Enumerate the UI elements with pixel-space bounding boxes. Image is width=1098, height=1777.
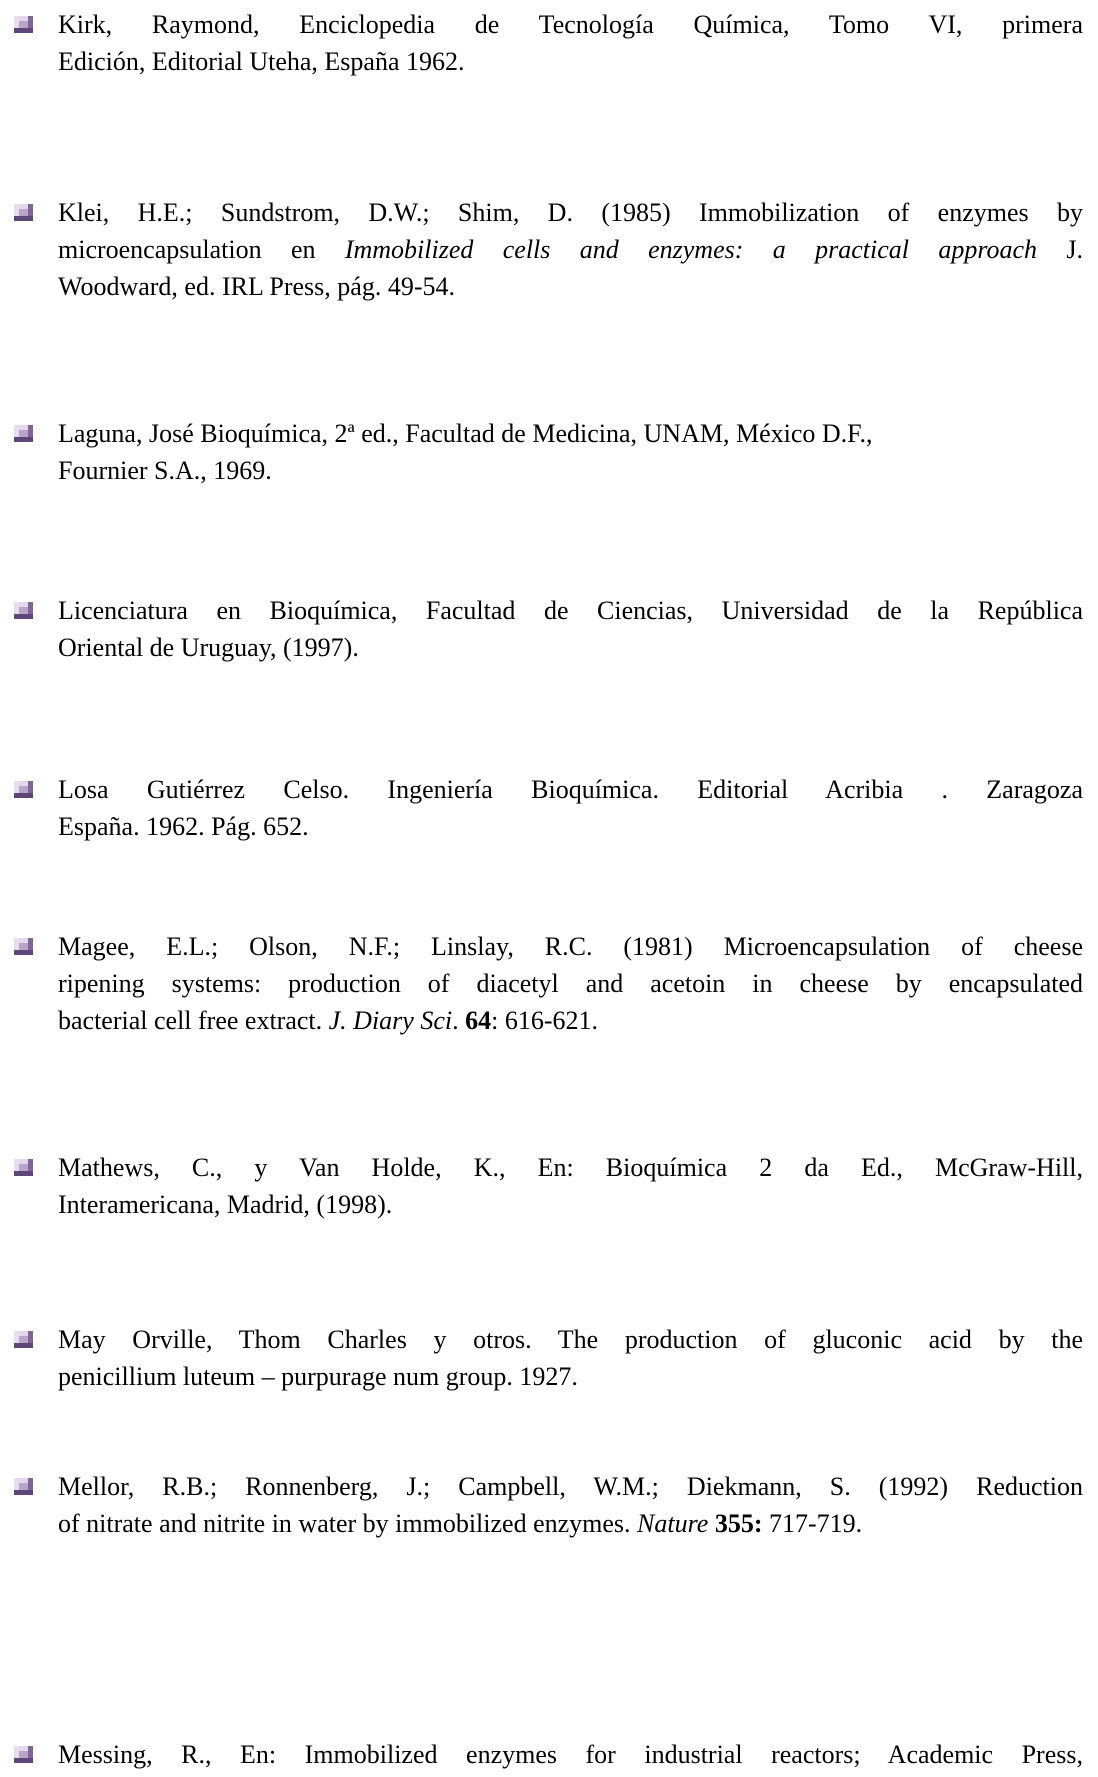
reference-text: [58, 771, 1083, 845]
reference-line: [58, 928, 1083, 965]
bullet-icon: [14, 1159, 33, 1176]
text-segment: Klei, H.E.; Sundstrom, D.W.; Shim, D. (1985) Immobilization of enzymes by: [58, 198, 1083, 227]
text-segment: Magee, E.L.; Olson, N.F.; Linslay, R.C. (1981) Microencapsulation of cheese: [58, 932, 1083, 961]
reference-line: [58, 629, 1083, 666]
italic-text: Nature: [637, 1509, 709, 1538]
reference-line: [58, 1736, 1083, 1773]
reference-text: [58, 1149, 1083, 1223]
text-segment: Fournier S.A., 1969.: [58, 456, 272, 485]
italic-text: J. Diary Sci: [328, 1006, 453, 1035]
reference-text: [58, 415, 1083, 489]
bullet-icon: [14, 938, 33, 955]
bullet-icon: [14, 1331, 33, 1348]
reference-line: [58, 771, 1083, 808]
reference-text: [58, 194, 1083, 305]
text-segment: Kirk, Raymond, Enciclopedia de Tecnología Química, Tomo VI, primera: [58, 10, 1083, 39]
reference-line: [58, 231, 1083, 268]
bullet-icon: [14, 1746, 33, 1763]
text-segment: bacterial cell free extract.: [58, 1006, 329, 1035]
reference-line: [58, 1321, 1083, 1358]
text-segment: penicillium luteum – purpurage num group. 1927.: [58, 1362, 578, 1391]
text-segment: 717-719.: [762, 1509, 863, 1538]
reference-line: [58, 43, 1083, 80]
text-segment: España. 1962. Pág. 652.: [58, 812, 309, 841]
reference-line: [58, 965, 1083, 1002]
bullet-icon: [14, 16, 33, 33]
reference-line: [58, 6, 1083, 43]
reference-text: [58, 928, 1083, 1039]
text-segment: Losa Gutiérrez Celso. Ingeniería Bioquímica. Editorial Acribia . Zaragoza: [58, 775, 1083, 804]
text-segment: microencapsulation en: [58, 235, 345, 264]
reference-text: [58, 1468, 1083, 1542]
text-segment: : 616-621.: [491, 1006, 598, 1035]
text-segment: Licenciatura en Bioquímica, Facultad de Ciencias, Universidad de la República: [58, 596, 1083, 625]
text-segment: Woodward, ed. IRL Press, pág. 49-54.: [58, 272, 455, 301]
bold-text: 355:: [714, 1509, 763, 1538]
reference-text: [58, 1736, 1083, 1773]
reference-text: [58, 592, 1083, 666]
text-segment: ripening systems: production of diacetyl and acetoin in cheese by encapsulated: [58, 969, 1083, 998]
reference-line: [58, 1186, 1083, 1223]
text-segment: .: [452, 1006, 466, 1035]
text-segment: May Orville, Thom Charles y otros. The production of gluconic acid by the: [58, 1325, 1083, 1354]
italic-text: Immobilized cells and enzymes: a practical approach: [344, 235, 1038, 264]
reference-line: [58, 1358, 1083, 1395]
text-segment: of nitrate and nitrite in water by immobilized enzymes.: [58, 1509, 638, 1538]
bullet-icon: [14, 781, 33, 798]
reference-line: [58, 808, 1083, 845]
text-segment: Mathews, C., y Van Holde, K., En: Bioquímica 2 da Ed., McGraw-Hill,: [58, 1153, 1083, 1182]
reference-line: [58, 452, 1083, 489]
bullet-icon: [14, 1478, 33, 1495]
reference-line: [58, 415, 1083, 452]
bullet-icon: [14, 204, 33, 221]
bullet-icon: [14, 602, 33, 619]
bullet-icon: [14, 425, 33, 442]
reference-line: [58, 1002, 1083, 1039]
reference-line: [58, 1505, 1083, 1542]
reference-line: [58, 592, 1083, 629]
text-segment: Interamericana, Madrid, (1998).: [58, 1190, 393, 1219]
text-segment: Mellor, R.B.; Ronnenberg, J.; Campbell, W.M.; Diekmann, S. (1992) Reduction: [58, 1472, 1083, 1501]
bold-text: 64: [465, 1006, 492, 1035]
reference-text: [58, 6, 1083, 80]
reference-text: [58, 1321, 1083, 1395]
reference-line: [58, 268, 1083, 305]
reference-line: [58, 1149, 1083, 1186]
text-segment: Oriental de Uruguay, (1997).: [58, 633, 359, 662]
reference-line: [58, 1468, 1083, 1505]
reference-line: [58, 194, 1083, 231]
text-segment: Messing, R., En: Immobilized enzymes for industrial reactors; Academic Press,: [58, 1740, 1083, 1769]
text-segment: Edición, Editorial Uteha, España 1962.: [58, 47, 465, 76]
text-segment: Laguna, José Bioquímica, 2ª ed., Facultad de Medicina, UNAM, México D.F.,: [58, 419, 873, 448]
text-segment: J.: [1037, 235, 1083, 264]
